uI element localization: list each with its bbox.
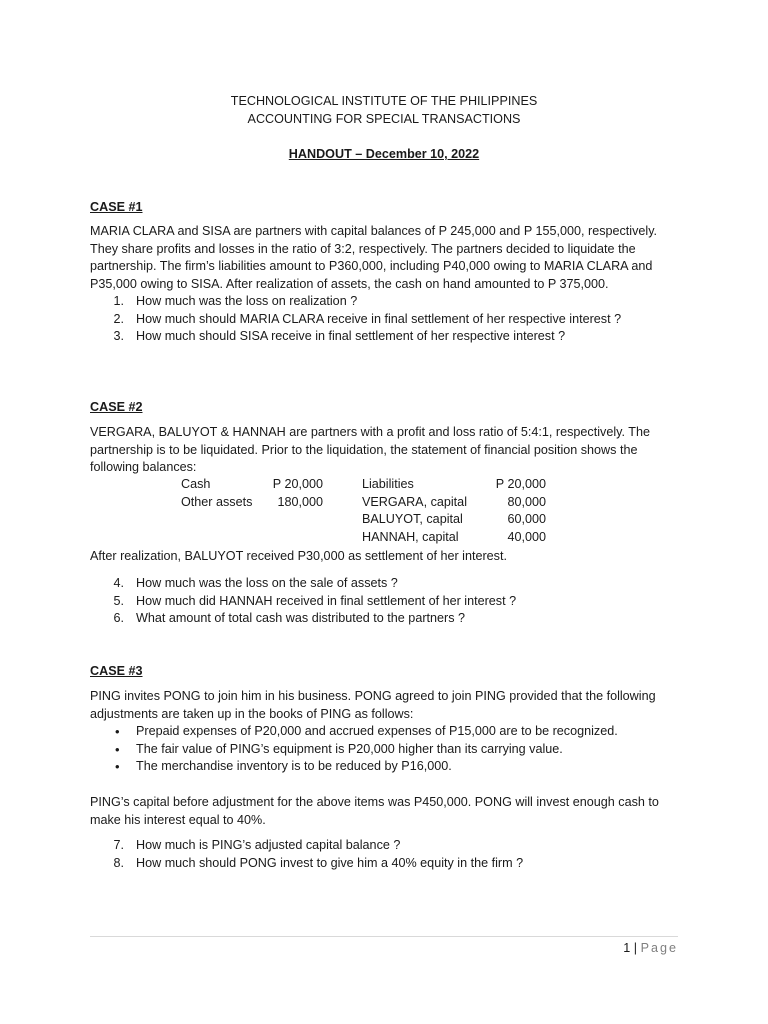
question-text: What amount of total cash was distributed to the partners ? bbox=[136, 611, 466, 625]
asset-label: Other assets bbox=[181, 494, 253, 509]
case2-line: partnership is to be liquidated. Prior to the liquidation, the statement of financial position shows the bbox=[90, 442, 638, 457]
case1-line: MARIA CLARA and SISA are partners with capital balances of P 245,000 and P 155,000, respectively. bbox=[90, 224, 658, 238]
question-item bbox=[90, 293, 690, 311]
question-item bbox=[90, 837, 690, 855]
question-text: How much should MARIA CLARA receive in final settlement of her respective interest ? bbox=[136, 311, 622, 326]
bullet-icon: • bbox=[115, 724, 120, 739]
question-number: 8. bbox=[113, 855, 124, 870]
bullet-icon: • bbox=[115, 741, 120, 757]
question-item bbox=[90, 311, 690, 329]
footer-divider bbox=[90, 936, 678, 937]
page-number: 1 bbox=[623, 941, 631, 955]
course-title: ACCOUNTING FOR SPECIAL TRANSACTIONS bbox=[247, 112, 521, 126]
question-number: 5. bbox=[113, 593, 124, 608]
case1-questions bbox=[90, 293, 690, 346]
equity-amount: 80,000 bbox=[507, 494, 546, 509]
bullet-icon: • bbox=[115, 759, 120, 774]
question-text: How much did HANNAH received in final settlement of her interest ? bbox=[136, 593, 517, 608]
asset-amount: P 20,000 bbox=[272, 477, 323, 491]
footer-separator: | bbox=[633, 941, 638, 955]
case3-paragraph bbox=[90, 688, 670, 723]
case3-bullets bbox=[90, 723, 690, 776]
case2-after-text: After realization, BALUYOT received P30,000 as settlement of her interest. bbox=[90, 549, 507, 563]
equity-amount: 40,000 bbox=[507, 529, 546, 544]
question-number: 7. bbox=[113, 838, 124, 852]
case1-line: They share profits and losses in the ratio of 3:2, respectively. The partners decided to liquidate the bbox=[90, 241, 636, 256]
case1-title: CASE #1 bbox=[90, 200, 143, 214]
equity-label: BALUYOT, capital bbox=[362, 512, 463, 526]
case2-line: following balances: bbox=[90, 460, 197, 474]
case3-line: PING invites PONG to join him in his business. PONG agreed to join PING provided that the following bbox=[90, 689, 656, 703]
case3-line: PING’s capital before adjustment for the above items was P450,000. PONG will invest enough cash to bbox=[90, 795, 659, 809]
case3-paragraph-2 bbox=[90, 794, 670, 829]
case3-questions bbox=[90, 837, 690, 872]
bullet-text: Prepaid expenses of P20,000 and accrued expenses of P15,000 are to be recognized. bbox=[136, 724, 618, 738]
question-number: 1. bbox=[113, 294, 124, 308]
bullet-item bbox=[90, 723, 690, 741]
case3-title: CASE #3 bbox=[90, 664, 143, 678]
equity-amount: P 20,000 bbox=[495, 477, 546, 491]
case2-title: CASE #2 bbox=[90, 400, 143, 414]
equity-label: VERGARA, capital bbox=[362, 494, 467, 509]
asset-amount: 180,000 bbox=[277, 494, 323, 509]
question-number: 3. bbox=[113, 329, 124, 343]
question-item bbox=[90, 328, 690, 346]
page-footer bbox=[623, 940, 678, 958]
bullet-text: The fair value of PING’s equipment is P20,000 higher than its carrying value. bbox=[136, 741, 563, 756]
question-number: 4. bbox=[113, 576, 124, 590]
question-text: How much was the loss on realization ? bbox=[136, 294, 358, 308]
case1-paragraph bbox=[90, 223, 670, 293]
case2-line: VERGARA, BALUYOT & HANNAH are partners with a profit and loss ratio of 5:4:1, respectively. The bbox=[90, 425, 650, 439]
question-text: How much is PING’s adjusted capital balance ? bbox=[136, 838, 401, 852]
page-label: Page bbox=[640, 941, 678, 955]
bullet-item bbox=[90, 758, 690, 776]
question-item bbox=[90, 855, 690, 873]
balances-table bbox=[0, 476, 768, 546]
bullet-item bbox=[90, 741, 690, 759]
case2-questions bbox=[90, 575, 690, 628]
case1-line: P35,000 owing to SISA. After realization of assets, the cash on hand amounted to P 375,000. bbox=[90, 276, 609, 291]
question-item bbox=[90, 575, 690, 593]
question-text: How much was the loss on the sale of assets ? bbox=[136, 576, 398, 590]
question-item bbox=[90, 593, 690, 611]
question-number: 2. bbox=[113, 311, 124, 326]
case2-paragraph bbox=[90, 424, 670, 477]
institution-title: TECHNOLOGICAL INSTITUTE OF THE PHILIPPINES bbox=[230, 94, 538, 108]
equity-amount: 60,000 bbox=[507, 512, 546, 526]
asset-label: Cash bbox=[181, 477, 211, 491]
question-text: How much should PONG invest to give him a 40% equity in the firm ? bbox=[136, 855, 524, 870]
question-text: How much should SISA receive in final settlement of her respective interest ? bbox=[136, 329, 566, 343]
equity-label: HANNAH, capital bbox=[362, 529, 459, 544]
case1-line: partnership. The firm’s liabilities amount to P360,000, including P40,000 owing to MARIA CLARA and bbox=[90, 259, 653, 273]
question-item bbox=[90, 610, 690, 628]
equity-label: Liabilities bbox=[362, 477, 414, 491]
question-number: 6. bbox=[113, 611, 124, 625]
case3-line: make his interest equal to 40%. bbox=[90, 812, 266, 827]
case3-line: adjustments are taken up in the books of PING as follows: bbox=[90, 706, 414, 721]
bullet-text: The merchandise inventory is to be reduced by P16,000. bbox=[136, 759, 452, 773]
handout-title: HANDOUT – December 10, 2022 bbox=[288, 147, 480, 161]
